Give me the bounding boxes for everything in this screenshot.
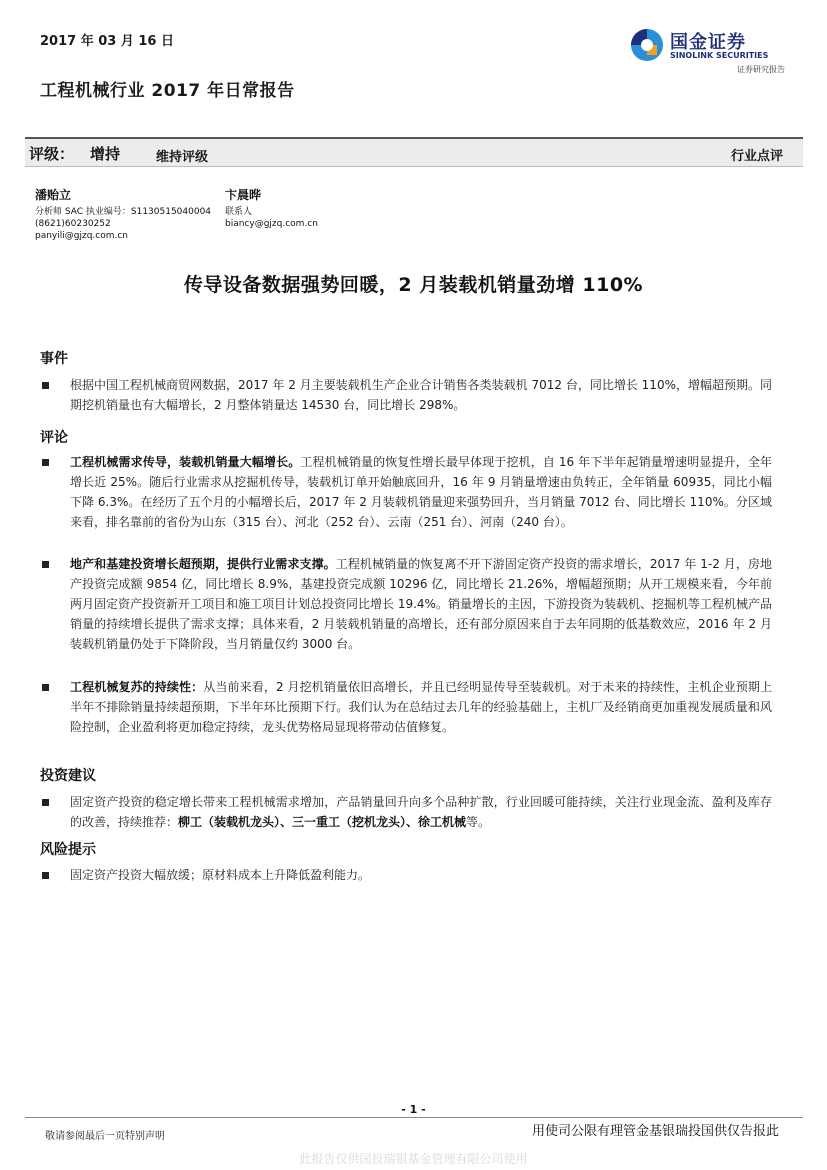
event-paragraph: 根据中国工程机械商贸网数据，2017 年 2 月主要装载机生产企业合计销售各类装载机 7012 台，同比增长 110%，增幅超预期。同期挖机销量也有大幅增长，2 月整体销量达 14530 台，同比增长 298%。 <box>70 378 772 412</box>
footer-reversed-notice: 用使司公限有理管金基银瑞投国供仅告报此 <box>531 1124 779 1139</box>
comment-lead-2: 地产和基建投资增长超预期，提供行业需求支撑。 <box>70 557 336 571</box>
contact-role: 联系人 <box>225 207 253 217</box>
rating-note: 维持评级 <box>156 150 209 165</box>
bullet-icon <box>42 561 49 568</box>
page-number: - 1 - <box>401 1103 426 1116</box>
comment-paragraph-3 <box>70 677 772 737</box>
bullet-icon <box>42 799 49 806</box>
rating-value: 增持 <box>90 145 121 163</box>
section-title-event: 事件 <box>40 351 68 367</box>
section-title-comment: 评论 <box>40 430 68 446</box>
comment-paragraph-2 <box>70 554 772 654</box>
contact-email: biancy@gjzq.com.cn <box>225 219 318 229</box>
report-series-title: 工程机械行业 2017 年日常报告 <box>40 81 295 101</box>
bullet-icon <box>42 382 49 389</box>
analyst-phone: (8621)60230252 <box>35 219 111 229</box>
bullet-icon <box>42 459 49 466</box>
invest-body: 固定资产投资的稳定增长带来工程机械需求增加，产品销量回升向多个品种扩散，行业回暖可能持续，关注行业现金流、盈利及库存的改善，持续推荐： <box>70 795 772 829</box>
logo-subtitle: 证券研究报告 <box>737 65 785 74</box>
bullet-icon <box>42 684 49 691</box>
report-date: 2017 年 03 月 16 日 <box>40 34 174 49</box>
footer-disclaimer-note: 敬请参阅最后一页特别声明 <box>45 1131 165 1142</box>
comment-paragraph-1 <box>70 452 772 532</box>
comment-lead-3: 工程机械复苏的持续性： <box>70 680 204 694</box>
invest-paragraph <box>70 792 772 832</box>
analyst-card <box>35 188 211 242</box>
comment-lead-1: 工程机械需求传导，装载机销量大幅增长。 <box>70 455 301 469</box>
analyst-sac-id: 分析师 SAC 执业编号：S1130515040004 <box>35 207 212 217</box>
footer-watermark: 此报告仅供国投瑞银基金管理有限公司使用 <box>299 1152 528 1166</box>
contact-card <box>225 188 318 230</box>
logo-mark-icon <box>630 28 664 62</box>
analyst-name: 潘贻立 <box>35 188 72 202</box>
rating-bar <box>25 137 803 167</box>
comment-body-3: 从当前来看，2 月挖机销量依旧高增长，并且已经明显传导至装载机。对于未来的持续性，主机企业预期上半年不排除销量持续超预期，下半年环比预期下行。我们认为在总结过去几年的经验基础上，主机厂及经销商更加重视发展质量和风险控制，企业盈利将更加稳定持续，龙头优势格局显现将带动估值修复。 <box>70 680 772 734</box>
invest-tail: 等。 <box>466 815 491 829</box>
comment-body-2: 工程机械销量的恢复离不开下游固定资产投资的需求增长，2017 年 1-2 月，房地产投资完成额 9854 亿，同比增长 8.9%，基建投资完成额 10296 亿，同比增长 21.26%，增幅超预期；从开工规模来看，今年前两月固定资产投资新开工项目和施工项目计划总投资同比增长 19.4%。销量增长的主因，下游投资为装载机、挖掘机等工程机械产品销量的持续增长提供了需求支撑；具体来看，2 月装载机销量的高增长，还有部分原因来自于去年同期的低基数效应，2016 年 2 月装载机销量仍处于下降阶段，当月销量仅约 3000 台。 <box>70 557 772 651</box>
footer-divider <box>25 1117 803 1118</box>
analyst-email: panyili@gjzq.com.cn <box>35 231 129 241</box>
company-logo <box>630 26 795 78</box>
rating-label: 评级： <box>29 145 75 163</box>
bullet-icon <box>42 872 49 879</box>
section-title-risk: 风险提示 <box>40 842 96 858</box>
risk-paragraph: 固定资产投资大幅放缓；原材料成本上升降低盈利能力。 <box>70 868 371 882</box>
invest-picks: 柳工（装载机龙头）、三一重工（挖机龙头）、徐工机械 <box>178 815 467 829</box>
contact-name: 卞晨晔 <box>225 188 262 202</box>
report-type: 行业点评 <box>730 149 783 164</box>
section-title-invest: 投资建议 <box>40 768 96 784</box>
logo-name-cn: 国金证券 <box>670 32 746 53</box>
logo-name-en: SINOLINK SECURITIES <box>670 51 769 60</box>
comment-body-1: 工程机械销量的恢复性增长最早体现于挖机，自 16 年下半年起销量增速明显提升，全年增长近 25%。随后行业需求从挖掘机传导，装载机订单开始触底回升，16 年 9 月销量增速由负转正，全年销量 60935，同比小幅下降 6.3%。在经历了五个月的小幅增长后，2017 年 2 月装载机销量迎来强势回升，当月销量 7012 台、同比增长 110%。分区域来看，排名靠前的省份为山东（315 台）、河北（252 台）、云南（251 台）、河南（240 台）。 <box>70 455 772 529</box>
headline: 传导设备数据强势回暖，2 月装载机销量劲增 110% <box>183 274 644 296</box>
